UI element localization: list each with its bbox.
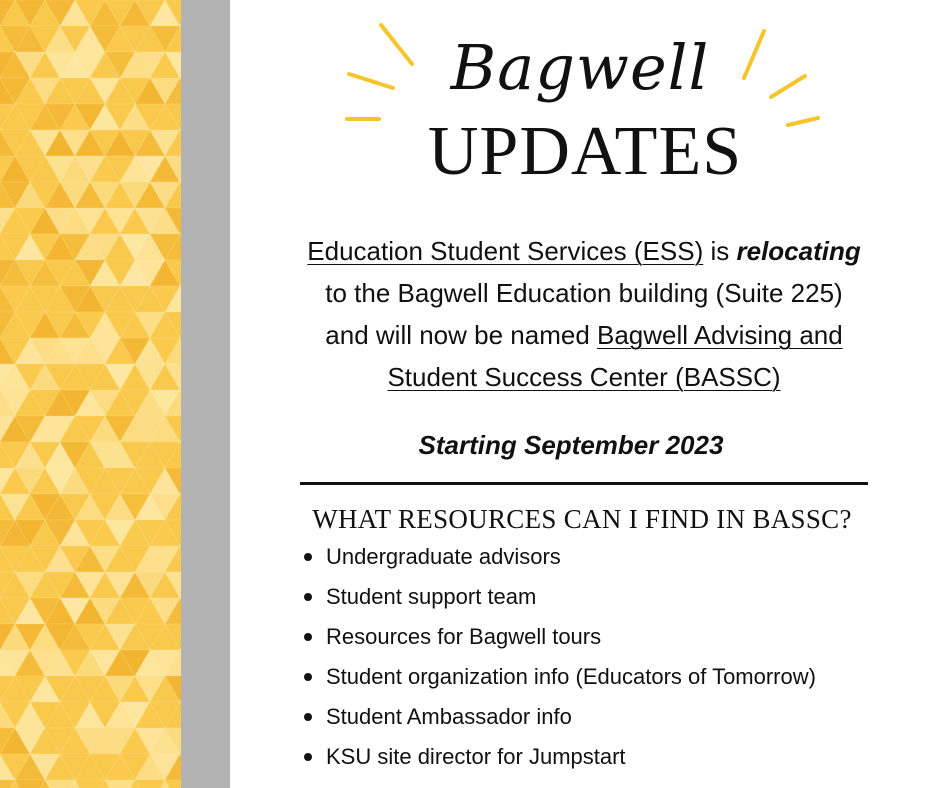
bullet-icon: [304, 553, 312, 561]
pattern-triangle: [135, 780, 165, 788]
announcement-line-4: [250, 356, 918, 398]
list-item-label: Student Ambassador info: [326, 704, 572, 729]
list-item: [300, 658, 920, 698]
announcement-text: [250, 230, 918, 398]
line3-prefix: and will now be named: [325, 320, 597, 350]
announcement-line-1: [250, 230, 918, 272]
triangle-pattern: [0, 0, 181, 788]
bullet-icon: [304, 593, 312, 601]
bullet-icon: [304, 633, 312, 641]
list-item-label: KSU site director for Jumpstart: [326, 744, 626, 769]
title-main: UPDATES: [427, 113, 743, 190]
pattern-triangle: [15, 780, 45, 788]
bullet-icon: [304, 713, 312, 721]
bassc-link-part-1[interactable]: Bagwell Advising and: [597, 320, 843, 350]
title-script: Bagwell: [450, 31, 710, 104]
start-date: Starting September 2023: [418, 430, 724, 460]
ess-link[interactable]: Education Student Services (ESS): [307, 236, 704, 266]
list-item-label: Student organization info (Educators of Tomorrow): [326, 664, 816, 689]
gray-stripe: [181, 0, 230, 788]
list-item: [300, 538, 920, 578]
is-word: is: [703, 236, 737, 266]
list-item: [300, 698, 920, 738]
resources-heading: WHAT RESOURCES CAN I FIND IN BASSC?: [312, 504, 852, 534]
list-item: [300, 738, 920, 778]
divider: [300, 482, 868, 485]
geometric-pattern-panel: [0, 0, 181, 788]
pattern-triangle: [45, 780, 75, 788]
bullet-icon: [304, 753, 312, 761]
pattern-triangle: [105, 780, 135, 788]
list-item-label: Resources for Bagwell tours: [326, 624, 602, 649]
bassc-link-part-2[interactable]: Student Success Center (BASSC): [387, 362, 781, 392]
list-item-label: Undergraduate advisors: [326, 544, 561, 569]
announcement-line-3: [250, 314, 918, 356]
bullet-icon: [304, 673, 312, 681]
announcement-line-2: to the Bagwell Education building (Suite 225): [325, 278, 843, 308]
list-item-label: Student support team: [326, 584, 537, 609]
resource-list: [300, 538, 920, 778]
relocating-word: relocating: [736, 236, 861, 266]
list-item: [300, 618, 920, 658]
pattern-triangle: [75, 780, 105, 788]
list-item: [300, 578, 920, 618]
